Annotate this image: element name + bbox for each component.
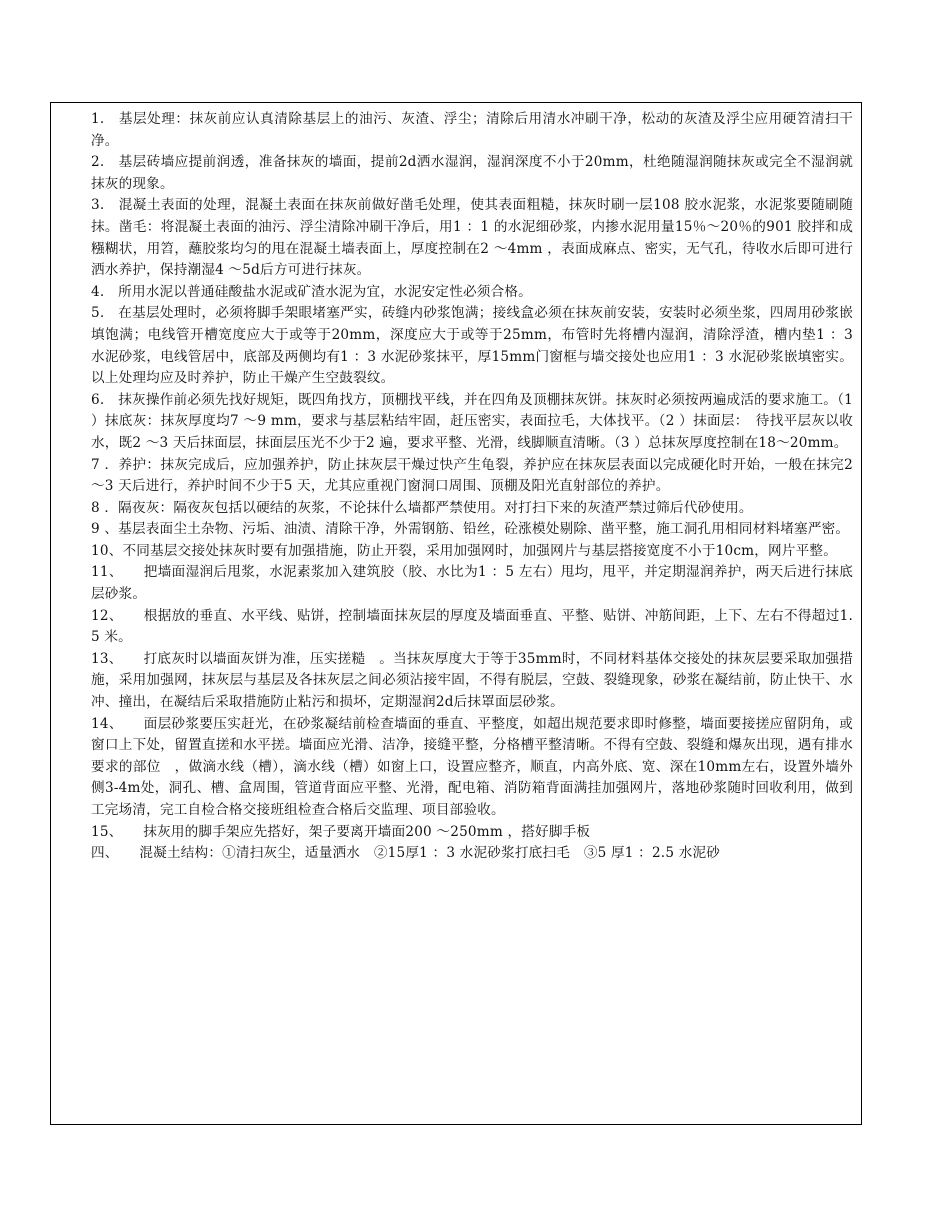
paragraph-7: 7 ．养护：抹灰完成后，应加强养护，防止抹灰层干燥过快产生龟裂，养护应在抹灰层表面以完成硬化时开始，一般在抹完2 ～3 天后进行，养护时间不少于5 天，尤其应重视门窗洞口周围、顶棚及阳光直射部位的养护。: [91, 456, 853, 495]
document-frame: [50, 102, 862, 1125]
paragraph-12: 12、 根据放的垂直、水平线、贴饼，控制墙面抹灰层的厚度及墙面垂直、平整、贴饼、冲筋间距，上下、左右不得超过1.5 米。: [91, 607, 853, 646]
paragraph-5: 5. 在基层处理时，必须将脚手架眼堵塞严实，砖缝内砂浆饱满；接线盒必须在抹灰前安装，安装时必须坐浆，四周用砂浆嵌填饱满；电线管开槽宽度应大于或等于20mm，深度应大于或等于25mm，布管时先将槽内湿润，清除浮渣，槽内垫1 ：3 水泥砂浆，电线管居中，底部及两侧均有1 ：3 水泥砂浆抹平，厚15mm门窗框与墙交接处也应用1 ：3 水泥砂浆嵌填密实。以上处理均应及时养护，防止干燥产生空鼓裂纹。: [91, 305, 853, 387]
document-body: [91, 109, 853, 865]
paragraph-13: 13、 打底灰时以墙面灰饼为准，压实搓糙 。当抹灰厚度大于等于35mm时，不同材料基体交接处的抹灰层要采取加强措施，采用加强网，抹灰层与基层及各抹灰层之间必须沾接牢固，不得有脱层，空鼓、裂缝现象，砂浆在凝结前，防止快干、水冲、撞出，在凝结后采取措施防止粘污和损坏，定期湿润2d后抹罩面层砂浆。: [91, 650, 853, 711]
paragraph-14: 14、 面层砂浆要压实赶光，在砂浆凝结前检查墙面的垂直、平整度，如超出规范要求即时修整，墙面要接搓应留阴角，或窗口上下处，留置直搓和水平搓。墙面应光滑、洁净，接缝平整，分格槽平整清晰。不得有空鼓、裂缝和爆灰出现，遇有排水要求的部位 ，做滴水线（槽），滴水线（槽）如窗上口，设置应整齐，顺直，内高外底、宽、深在10mm左右，设置外墙外侧3-4m处，洞孔、槽、盒周围，管道背面应平整、光滑，配电箱、消防箱背面满挂加强网片，落地砂浆随时回收利用，做到工完场清，完工自检合格交接班组检查合格后交监理、项目部验收。: [91, 715, 853, 818]
paragraph-8: 8 ．隔夜灰：隔夜灰包括以硬结的灰浆，不论抹什么墙都严禁使用。对打扫下来的灰渣严禁过筛后代砂使用。: [91, 499, 753, 516]
paragraph-16: 四、 混凝土结构：①清扫灰尘，适量洒水 ②15厚1 ：3 水泥砂浆打底扫毛 ③5 厚1 ：2.5 水泥砂: [91, 845, 721, 862]
paragraph-4: 4. 所用水泥以普通硅酸盐水泥或矿渣水泥为宜，水泥安定性必须合格。: [91, 283, 532, 300]
paragraph-3: 3. 混凝土表面的处理，混凝土表面在抹灰前做好凿毛处理，使其表面粗糙，抹灰时刷一层108 胶水泥浆，水泥浆要随刷随抹。凿毛：将混凝土表面的油污、浮尘清除冲刷干净后，用1 ：1 的水泥细砂浆，内掺水泥用量15％～20％的901 胶拌和成糨糊状，用笤，蘸胶浆均匀的甩在混凝土墙表面上，厚度控制在2 ～4mm ，表面成麻点、密实，无气孔，待收水后即可进行洒水养护，保持潮湿4 ～5d后方可进行抹灰。: [91, 197, 853, 279]
paragraph-2: 2. 基层砖墙应提前润透，准备抹灰的墙面，提前2d洒水湿润，湿润深度不小于20mm，杜绝随湿润随抹灰或完全不湿润就抹灰的现象。: [91, 154, 853, 192]
paragraph-15: 15、 抹灰用的脚手架应先搭好，架子要离开墙面200 ～250mm ，搭好脚手板: [91, 823, 591, 840]
paragraph-11: 11、 把墙面湿润后甩浆，水泥素浆加入建筑胶（胶、水比为1 ：5 左右）甩均，甩平，并定期湿润养护，两天后进行抹底层砂浆。: [91, 564, 853, 603]
paragraph-10: 10、不同基层交接处抹灰时要有加强措施，防止开裂，采用加强网时，加强网片与基层搭接宽度不小于10cm，网片平整。: [91, 542, 837, 559]
paragraph-6: 6. 抹灰操作前必须先找好规矩，既四角找方，顶棚找平线，并在四角及顶棚抹灰饼。抹灰时必须按两遍成活的要求施工。（1 ）抹底灰：抹灰厚度均7 ～9 mm，要求与基层粘结牢固，赶压密实，表面拉毛，大体找平。（2 ）抹面层： 待找平层灰以收水，既2 ～3 天后抹面层，抹面层压光不少于2 遍，要求平整、光滑，线脚顺直清晰。（3 ）总抹灰厚度控制在18～20mm。: [91, 391, 853, 451]
paragraph-9: 9 、基层表面尘土杂物、污垢、油渍、清除干净，外需钢筋、铅丝，砼涨模处剔除、凿平整，施工洞孔用相同材料堵塞严密。: [91, 521, 850, 538]
paragraph-1: 1. 基层处理：抹灰前应认真清除基层上的油污、灰渣、浮尘；清除后用清水冲刷干净，松动的灰渣及浮尘应用硬笤清扫干净。: [91, 111, 853, 149]
